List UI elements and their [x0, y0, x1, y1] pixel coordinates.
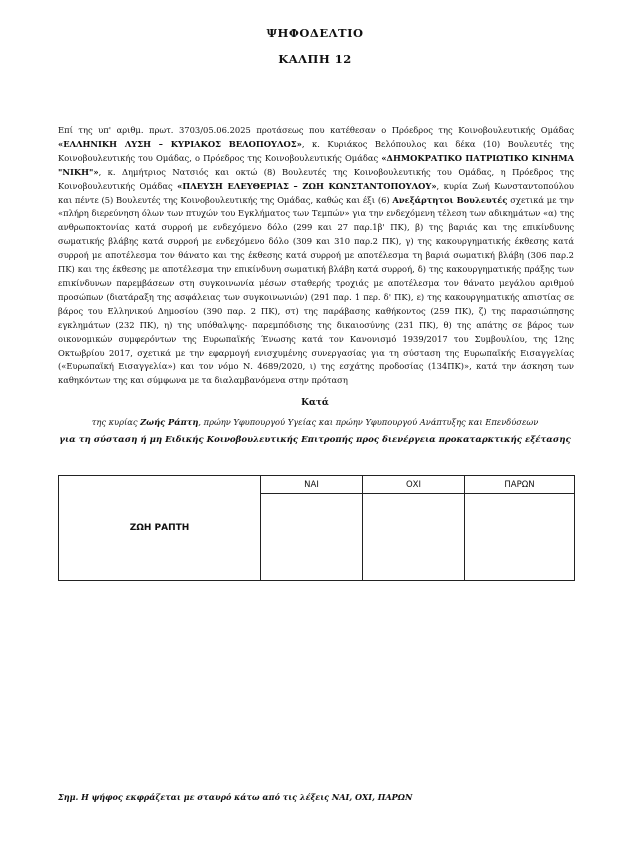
text-segment: , κυρία Ζωή Κωνσταντοπούλου και πέντε (5) Βουλευτές της Κοινοβουλευτικής της Ομάδας, καθώς και έξι (6)	[58, 180, 574, 205]
vote-box-yes[interactable]	[261, 494, 363, 581]
independent-mps: Ανεξάρτητοι Βουλευτές	[392, 194, 508, 205]
proposal-text	[58, 124, 574, 388]
text-segment: , κ. Κυριάκος Βελόπουλος και δέκα (10) Βουλευτές της Κοινοβουλευτικής του Ομάδας, ο Πρόεδρος της Κοινοβουλευτικής Ομάδας	[58, 138, 574, 163]
against-suffix: , πρώην Υφυπουργού Υγείας και πρώην Υφυπουργού Ανάπτυξης και Επενδύσεων	[198, 417, 539, 427]
purpose-line: για τη σύσταση ή μη Ειδικής Κοινοβουλευτικής Επιτροπής προς διενέργεια προκαταρκτικής εξέτασης	[59, 435, 571, 445]
document-title: ΨΗΦΟΔΕΛΤΙΟ	[266, 26, 364, 40]
candidate-name-cell: ΖΩΗ ΡΑΠΤΗ	[59, 476, 261, 581]
text-segment: σχετικά με την «πλήρη διερεύνηση όλων των πτυχών του Εγκλήματος των Τεμπών» για την ενδεχόμενη τέλεση των αδικημάτων «α) της ανθρωποκτονίας κατά συρροή με ενδεχόμενο δόλο (299 και 27 παρ.1β' ΠΚ), β) της βαριάς και της επικίνδυνης σωματικής βλάβης κατά συρροή με ενδεχόμενο δόλο (309 και 310 παρ.2 ΠΚ), γ) της κακουργηματικής έκθεσης κατά συρροή με αποτέλεσμα τον θάνατο και της έκθεσης κατά συρροή με αποτέλεσμα τη βαριά σωματική βλάβη (306 παρ.2 ΠΚ) και της έκθεσης με αποτέλεσμα την επικίνδυνη σωματική βλάβη κατά συρροή, δ) της κακουργηματικής πράξης των επικίνδυνων παρεμβάσεων στη συγκοινωνία μέσων σταθερής τροχιάς με αποτέλεσμα τον θάνατο μεγάλου αριθμού προσώπων (διατάραξη της ασφάλειας των συγκοινωνιών) (291 παρ. 1 περ. δ' ΠΚ), ε) της κακουργηματικής απιστίας σε βάρος του Ελληνικού Δημοσίου (390 παρ. 2 ΠΚ), στ) της παράβασης καθήκοντος (259 ΠΚ), ζ) της παρασιώπησης εγκλημάτων (232 ΠΚ), η) της υπόθαλψης- παρεμπόδισης της δικαιοσύνης (231 ΠΚ), θ) της απάτης σε βάρος των οικονομικών συμφερόντων της Ευρωπαϊκής Ένωσης κατά τον Κανονισμό 1939/2017 του Συμβουλίου, της 12ης Οκτωβρίου 2017, σχετικά με την εφαρμογή ενισχυμένης συνεργασίας για τη σύσταση της Ευρωπαϊκής Εισαγγελίας («Ευρωπαϊκή Εισαγγελία») και τον νόμο Ν. 4689/2020, ι) της εσχάτης προδοσίας (134ΠΚ)», κατά την άσκηση των καθηκόντων της και σύμφωνα με τα διαλαμβανόμενα στην πρόταση	[58, 194, 575, 386]
vote-box-no[interactable]	[363, 494, 465, 581]
against-prefix: της κυρίας	[91, 417, 141, 427]
option-no-label: ΟΧΙ	[363, 476, 465, 494]
party-name-plefsi: «ΠΛΕΥΣΗ ΕΛΕΥΘΕΡΙΑΣ – ΖΩΗ ΚΩΝΣΤΑΝΤΟΠΟΥΛΟΥ»	[177, 180, 437, 191]
option-yes-label: ΝΑΙ	[261, 476, 363, 494]
vote-box-present[interactable]	[465, 494, 575, 581]
against-heading: Κατά	[301, 398, 329, 408]
text-segment: , κ. Δημήτριος Νατσιός και οκτώ (8) Βουλευτές της Κοινοβουλευτικής του Ομάδας, η Πρόεδρος της Κοινοβουλευτικής Ομάδας	[58, 166, 574, 191]
party-name-elliniki-lysi: «ΕΛΛΗΝΙΚΗ ΛΥΣΗ – ΚΥΡΙΑΚΟΣ ΒΕΛΟΠΟΥΛΟΣ»	[58, 138, 302, 149]
footnote: Σημ. Η ψήφος εκφράζεται με σταυρό κάτω από τις λέξεις ΝΑΙ, ΟΧΙ, ΠΑΡΩΝ	[58, 792, 413, 802]
against-person-line	[0, 417, 630, 427]
ballot-box-label: ΚΑΛΠΗ 12	[278, 52, 352, 66]
against-person-name: Ζωής Ράπτη	[140, 417, 199, 427]
ballot-table	[58, 475, 575, 581]
text-segment: Επί της υπ' αριθμ. πρωτ. 3703/05.06.2025 προτάσεως που κατέθεσαν ο Πρόεδρος της Κοινοβουλευτικής Ομάδας	[58, 125, 574, 135]
party-name-niki: «ΔΗΜΟΚΡΑΤΙΚΟ ΠΑΤΡΙΩΤΙΚΟ ΚΙΝΗΜΑ "ΝΙΚΗ"»	[58, 152, 574, 177]
option-present-label: ΠΑΡΩΝ	[465, 476, 575, 494]
